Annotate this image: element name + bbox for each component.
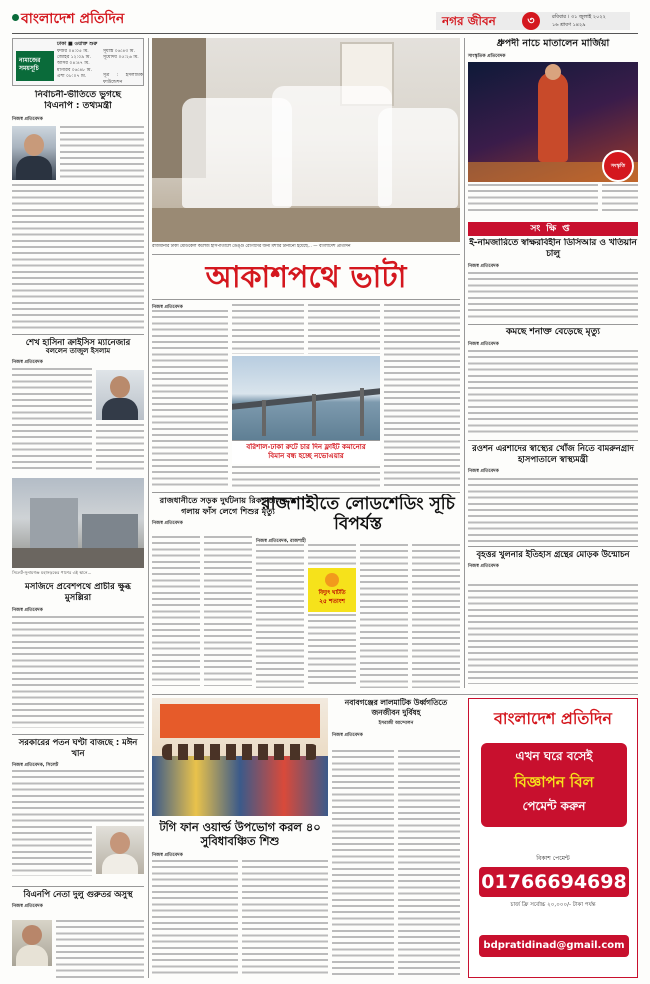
article-body [60,126,144,180]
prayer-row: এশা ০৮:০৭ মি. [57,73,87,79]
sun-row: সূর্যোদয় ০৫:২৬ মি. [103,55,139,61]
portrait-face-icon [110,832,130,854]
article-dengue [468,324,638,438]
article-byline: নিজস্ব প্রতিবেদক [468,469,499,474]
dancer-head-icon [545,64,561,80]
article-headline: টগি ফান ওয়ার্ল্ড উপভোগ করল ৪০ সুবিধাবঞ্চিত শিশু [159,820,321,848]
group-shape [152,756,328,816]
article-byline: ইসরাজী আন্দোলন [378,721,414,727]
bridge-pillar-shape [312,394,316,436]
article-mariya [468,38,638,214]
badge-label: বিদ্যুৎ ঘাটতি [318,590,346,596]
article-kicker: নির্বাচনী-ভীতিতে ভুগছে [35,90,121,100]
ad-phone[interactable]: 01766694698 [481,871,627,893]
dulu-photo [12,920,52,966]
article-govt-fall [12,734,144,884]
section-title: নগর জীবন [442,14,496,28]
divider [12,734,144,735]
article-body [12,368,92,472]
article-body [232,466,380,488]
culture-logo-label: সংস্কৃতি [610,163,626,169]
power-bulb-icon [325,573,339,587]
article-byline: নিজস্ব প্রতিবেদক [152,521,183,527]
hospital-photo [152,38,460,242]
date-line-1: রবিবার । ৩১ জুলাই ২০২২ [552,14,606,20]
article-body [602,184,638,212]
portrait-body-icon [102,854,138,874]
ad-line-2: বিজ্ঞাপন বিল [514,773,594,791]
net-shape [378,108,458,208]
heads-shape [162,744,318,760]
article-lalmonirhat [332,698,460,978]
prayer-times-list [57,49,101,80]
article-headline: বললেন তাজুল ইসলাম [45,347,111,355]
article-headline: নবাবগঞ্জের লালমাটিক উর্ধ্বগতিতে জনজীবন দুর্বিষহ [344,698,448,717]
article-body [332,750,394,976]
date-line-2: ১৬ শ্রাবণ ১৪২৯ [552,22,586,28]
ad-message-box [481,743,627,827]
portrait-photo [12,126,56,180]
article-byline: সাংস্কৃতিক প্রতিবেদক [468,54,506,59]
page-number: ৩ [522,12,540,30]
article-body [308,544,356,566]
article-body [96,424,144,472]
prayer-row: আসর ০৪:৪৭ মি. [57,61,90,67]
divider [12,886,144,887]
portrait-body-icon [16,156,52,180]
masthead [12,6,638,34]
article-headline: ই-নামজারিতে স্বাক্ষরবিহীন ডিসিআর ও খতিয়ান চালু [469,238,637,259]
article-headline: রওশন এরশাদের স্বাস্থ্যের খোঁজ নিতে বামরুনগ্রাদ হাসপাতালে স্বাস্থ্যমন্ত্রী [472,443,634,464]
article-body [468,584,638,684]
article-headline: রাজশাহীতে লোডশেডিং সূচি বিপর্যস্ত [261,494,455,534]
moin-khan-photo [96,826,144,874]
divider [468,324,638,325]
article-headline: বিএনপি নেতা দুলু গুরুতর অসুস্থ [23,889,133,899]
article-byline: নিজস্ব প্রতিবেদক [12,117,43,122]
ad-phone-box [479,867,629,897]
brief-news-title: সংক্ষিপ্ত [530,224,576,234]
bridge-photo [232,356,380,440]
article-byline: নিজস্ব প্রতিবেদক [12,608,43,613]
article-body [308,304,380,354]
ad-line-3: পেমেন্ট করুন [522,799,586,813]
article-body [152,310,228,488]
badge-value: ২৫ শতাংশ [319,598,345,605]
article-headline: ধ্রুপদী নাচে মাতালেন মার্জিয়া [496,38,610,49]
article-body [152,536,200,686]
prayer-times-box [12,38,144,86]
portrait-face-icon [22,925,42,945]
ad-email[interactable]: bdpratidinad@gmail.com [483,940,625,951]
article-dulu [12,886,144,980]
mosque-caption: সিলেট-সুনামগঞ্জ মহাসড়কের পাশের এই স্থানে... [12,570,92,575]
article-byline: নিজস্ব প্রতিবেদক, সিলেট [12,763,59,768]
article-body [468,350,638,436]
culture-logo [602,150,634,182]
logo-dot-icon [12,14,19,21]
article-byline: নিজস্ব প্রতিবেদক [468,342,499,347]
mosque-photo [12,478,144,568]
bridge-pillar-shape [262,400,266,436]
article-loadshedding [256,494,460,694]
article-body [384,304,460,488]
divider [12,334,144,335]
logo-text: বাংলাদেশ প্রতিদিন [21,11,125,27]
article-headline: বিএনপি : তথ্যমন্ত্রী [44,101,112,111]
section-bar [436,12,630,30]
ad-email-box [479,935,629,957]
sun-row: সূর্যাস্ত ০৬:৪৩ মি. [103,49,136,54]
bridge-deck-shape [232,388,380,410]
article-body [12,826,92,876]
prayer-times-label [16,51,54,81]
article-body [56,920,144,978]
article-headline: কমছে শনাক্ত বেড়েছে মৃত্যু [506,327,600,337]
article-body [204,536,252,686]
prayer-times-title: ঢাকা ■ ওয়াক্ত শুরু [57,41,98,47]
divider [468,546,638,547]
article-headline: বৃহত্তর খুলনার ইতিহাস গ্রন্থের মোড়ক উন্মোচন [476,549,630,559]
subhead-text: বরিশাল-ঢাকা রুটে চার দিন ফ্লাইট কমানোর বিমান বন্ধ হচ্ছে নভোএয়ার [246,443,366,461]
minister-body-icon [102,398,138,420]
floor-shape [152,208,460,242]
sun-times-list [103,49,143,86]
article-byline: নিজস্ব প্রতিবেদক, রাজশাহী [256,539,306,544]
article-body [12,770,144,824]
article-info-minister [12,90,144,330]
article-mosque [12,582,144,732]
article-body [468,478,638,542]
prayer-row: মাগরিব ০৬:৪৮ মি. [57,67,93,73]
toggi-fun-photo [152,698,328,816]
article-body [412,544,460,688]
article-body [242,860,328,976]
prayer-row: জোহর ১২:০৯ মি. [57,55,91,61]
article-headline: সরকারের পতন ঘণ্টা বাজছে : মঈন খান [18,737,138,758]
column-separator [464,38,465,688]
article-body [468,272,638,320]
article-toggi [152,820,328,978]
brief-news-bar [468,222,638,236]
prayer-row: ফজর ০৪:০৫ মি. [57,49,89,54]
minister-face-icon [110,376,130,398]
article-body [256,544,304,688]
article-body [468,184,598,212]
article-byline: নিজস্ব প্রতিবেদক [12,360,43,365]
article-byline: নিজস্ব প্রতিবেদক [12,904,43,909]
net-shape [272,86,392,206]
article-ershad [468,440,638,544]
article-headline: মসজিদে প্রবেশপথে প্রাচীর ক্ষুব্ধ মুসল্লিরা [25,582,131,603]
article-body [308,614,356,688]
divider [152,492,460,493]
ad-block [468,698,638,978]
article-body [12,616,144,728]
masthead-logo [12,10,142,30]
hospital-caption: রাজধানীর ঢাকা মেডিকেল কলেজ হাসপাতালে ডেঙ্গু রোগীদের জন্য মশারি টানানো হয়েছে... — বাংলাদেশ প্রতিদিন [152,244,351,249]
article-body [360,544,408,688]
article-headline: রাজধানীতে সড়ক দুর্ঘটনায় রিকশাচালক ও গলায় ফাঁস লেগে শিশুর মৃত্যু [159,495,297,516]
article-byline: নিজস্ব প্রতিবেদক [152,853,183,858]
article-body [398,750,460,976]
article-byline: নিজস্ব প্রতিবেদক [332,733,363,739]
article-crisis-manager [12,334,144,474]
banner-shape [160,704,320,738]
article-e-namjari [468,238,638,322]
minister-photo [96,370,144,420]
article-body [152,860,238,976]
column-separator [148,38,149,978]
sun-row: সূত্র : ইসলামিক ফাউন্ডেশন [103,73,143,85]
article-khulna [468,546,638,688]
article-body [12,184,144,330]
portrait-body-icon [16,945,48,966]
article-body [232,304,304,354]
prayer-label-text: নামাজের সময়সূচি [19,57,41,72]
wall-shape [12,548,144,568]
headline-banner [152,254,460,300]
ad-note: চার্জ ফ্রি সর্বোচ্চ ২০,০০০/- টাকা পর্যন্ত [510,902,596,908]
article-byline: নিজস্ব প্রতিবেদক [468,564,499,569]
divider [468,440,638,441]
main-headline: আকাশপথে ভাটা [205,260,407,295]
masthead-rule [12,33,638,34]
power-deficit-badge [308,568,356,612]
article-byline: নিজস্ব প্রতিবেদক [468,264,499,269]
subhead-box [232,440,380,464]
article-kicker: শেখ হাসিনা ক্রাইসিস ম্যানেজার [25,337,131,347]
ad-line-1: এখন ঘরে বসেই [515,749,593,763]
ad-contact-label: বিকাশ পেমেন্ট [536,855,570,862]
ad-logo: বাংলাদেশ প্রতিদিন [494,709,612,728]
dancer-figure-icon [538,72,568,162]
article-byline: নিজস্ব প্রতিবেদক [152,305,183,310]
portrait-face-icon [24,134,44,156]
section-divider [152,694,638,695]
bridge-pillar-shape [360,388,364,436]
